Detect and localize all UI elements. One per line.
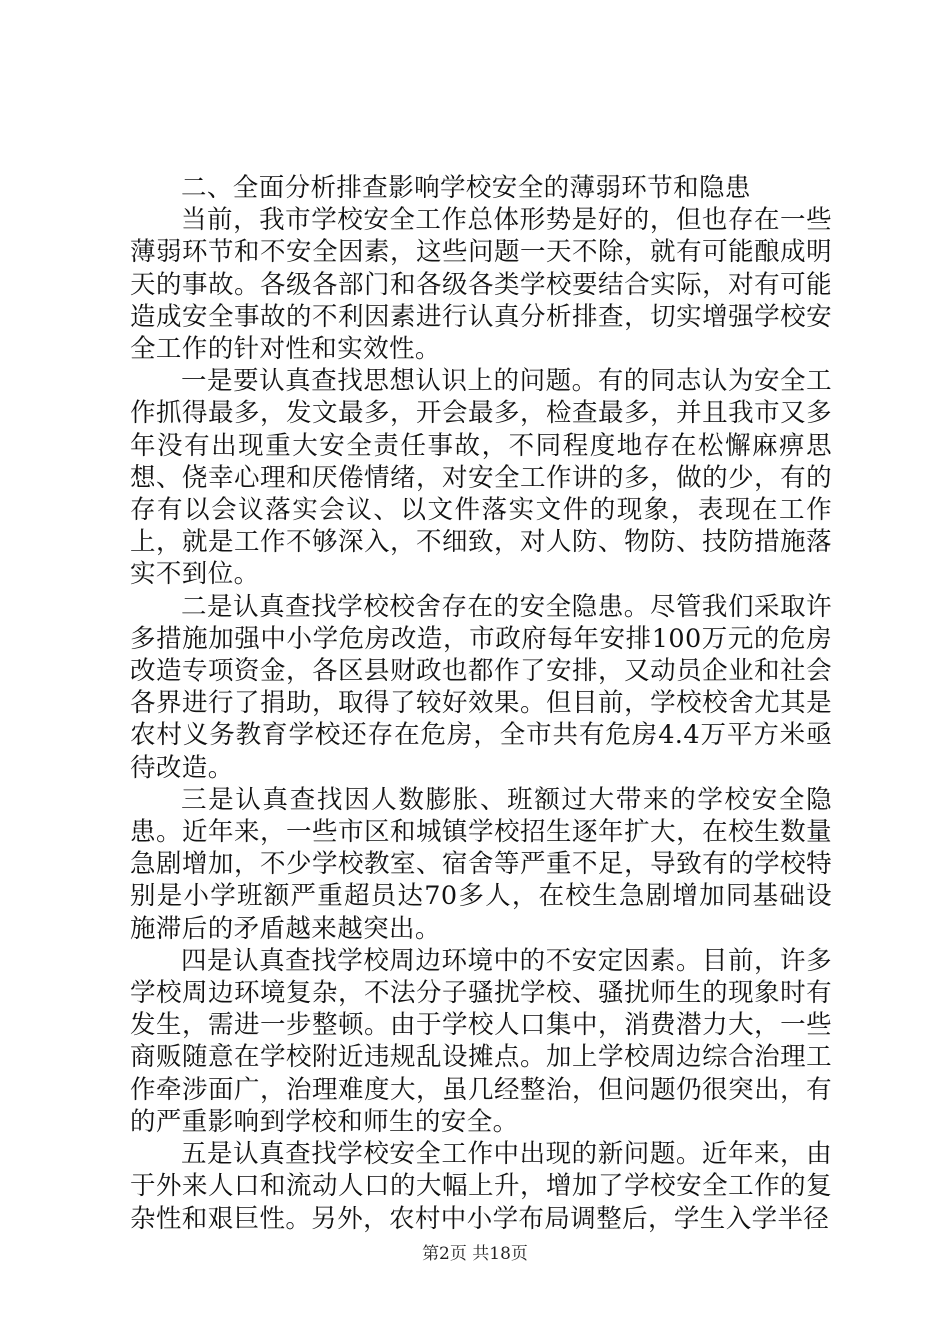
- paragraph-intro: 当前，我市学校安全工作总体形势是好的，但也存在一些薄弱环节和不安全因素，这些问题一天不除，就有可能酿成明天的事故。各级各部门和各级各类学校要结合实际，对有可能造成安全事故的不利因素进行认真分析排查，切实增强学校安全工作的针对性和实效性。: [130, 205, 832, 365]
- paragraph-item-1: 一是要认真查找思想认识上的问题。有的同志认为安全工作抓得最多，发文最多，开会最多，检查最多，并且我市又多年没有出现重大安全责任事故，不同程度地存在松懈麻痹思想、侥幸心理和厌倦情绪，对安全工作讲的多，做的少，有的存有以会议落实会议、以文件落实文件的现象，表现在工作上，就是工作不够深入，不细致，对人防、物防、技防措施落实不到位。: [130, 366, 832, 590]
- paragraph-item-4: 四是认真查找学校周边环境中的不安定因素。目前，许多学校周边环境复杂，不法分子骚扰学校、骚扰师生的现象时有发生，需进一步整顿。由于学校人口集中，消费潜力大，一些商贩随意在学校附近违规乱设摊点。加上学校周边综合治理工作牵涉面广，治理难度大，虽几经整治，但问题仍很突出，有的严重影响到学校和师生的安全。: [130, 945, 832, 1137]
- document-body: [130, 172, 832, 1235]
- page-footer: 第2页 共18页: [422, 1244, 528, 1264]
- section-heading: 二、全面分析排查影响学校安全的薄弱环节和隐患: [181, 173, 751, 203]
- paragraph-item-3: 三是认真查找因人数膨胀、班额过大带来的学校安全隐患。近年来，一些市区和城镇学校招生逐年扩大，在校生数量急剧增加，不少学校教室、宿舍等严重不足，导致有的学校特别是小学班额严重超员达70多人，在校生急剧增加同基础设施滞后的矛盾越来越突出。: [130, 784, 832, 944]
- paragraph-item-5: 五是认真查找学校安全工作中出现的新问题。近年来，由于外来人口和流动人口的大幅上升，增加了学校安全工作的复杂性和艰巨性。另外，农村中小学布局调整后，学生入学半径: [130, 1139, 832, 1234]
- paragraph-item-2: 二是认真查找学校校舍存在的安全隐患。尽管我们采取许多措施加强中小学危房改造，市政府每年安排100万元的危房改造专项资金，各区县财政也都作了安排，又动员企业和社会各界进行了捐助，取得了较好效果。但目前，学校校舍尤其是农村义务教育学校还存在危房，全市共有危房4.4万平方米亟待改造。: [130, 591, 832, 783]
